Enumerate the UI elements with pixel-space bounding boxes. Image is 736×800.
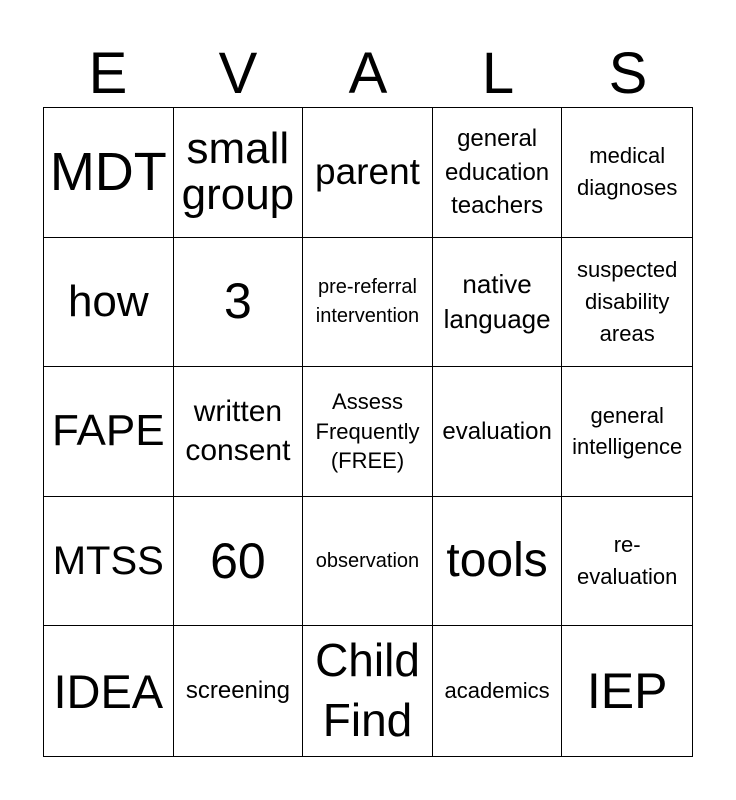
bingo-cell-r3c5[interactable] xyxy=(562,367,692,497)
bingo-cell-r2c5[interactable] xyxy=(562,238,692,368)
bingo-cell-r4c1[interactable] xyxy=(44,497,174,627)
cell-label: how xyxy=(67,276,149,326)
cell-label: FAPE xyxy=(52,406,165,456)
bingo-cell-r1c1[interactable] xyxy=(44,108,174,238)
bingo-cell-r2c4[interactable] xyxy=(433,238,563,368)
cell-label: suspected disability areas xyxy=(577,257,678,346)
bingo-cell-r1c3[interactable] xyxy=(303,108,433,238)
cell-label: 3 xyxy=(223,273,252,330)
cell-label: evaluation xyxy=(442,417,552,445)
bingo-cell-r1c4[interactable] xyxy=(433,108,563,238)
header-letter-l: L xyxy=(481,41,515,106)
cell-label: Child Find xyxy=(315,634,420,747)
bingo-cell-r1c2[interactable] xyxy=(174,108,304,238)
bingo-cell-r4c2[interactable] xyxy=(174,497,304,627)
cell-label: tools xyxy=(446,533,548,587)
cell-label: small group xyxy=(181,124,295,220)
header-letter-e: E xyxy=(88,41,128,106)
cell-label: academics xyxy=(444,678,550,704)
cell-label: observation xyxy=(315,549,420,572)
cell-label: screening xyxy=(185,677,290,705)
bingo-cell-r1c5[interactable] xyxy=(562,108,692,238)
cell-label: written consent xyxy=(185,395,291,468)
bingo-cell-r5c5[interactable] xyxy=(562,626,692,756)
bingo-cell-r5c2[interactable] xyxy=(174,626,304,756)
cell-label: 60 xyxy=(210,532,266,589)
header-letter-a: A xyxy=(348,41,388,106)
cell-label: pre-referral intervention xyxy=(315,275,420,327)
bingo-cell-r3c2[interactable] xyxy=(174,367,304,497)
bingo-cell-r2c2[interactable] xyxy=(174,238,304,368)
cell-label: IEP xyxy=(586,662,668,719)
bingo-cell-r3c4[interactable] xyxy=(433,367,563,497)
cell-label: general intelligence xyxy=(572,402,683,460)
bingo-board xyxy=(43,107,693,757)
bingo-cell-r4c5[interactable] xyxy=(562,497,692,627)
bingo-cell-r3c3[interactable] xyxy=(303,367,433,497)
cell-label: general education teachers xyxy=(445,124,550,220)
bingo-cell-r5c1[interactable] xyxy=(44,626,174,756)
cell-label: MDT xyxy=(49,142,167,203)
cell-label: medical diagnoses xyxy=(577,143,678,201)
bingo-cell-r2c1[interactable] xyxy=(44,238,174,368)
bingo-cell-r2c3[interactable] xyxy=(303,238,433,368)
cell-label: Assess Frequently (FREE) xyxy=(315,388,420,474)
cell-label: MTSS xyxy=(52,539,164,584)
bingo-cell-r4c3[interactable] xyxy=(303,497,433,627)
cell-label: IDEA xyxy=(53,664,164,718)
bingo-cell-r4c4[interactable] xyxy=(433,497,563,627)
bingo-cell-r3c1[interactable] xyxy=(44,367,174,497)
cell-label: native language xyxy=(443,268,551,334)
bingo-cell-r5c3[interactable] xyxy=(303,626,433,756)
cell-label: re- evaluation xyxy=(577,532,678,590)
bingo-header xyxy=(43,40,693,108)
bingo-cell-r5c4[interactable] xyxy=(433,626,563,756)
cell-label: parent xyxy=(315,151,420,193)
header-letter-v: V xyxy=(218,41,258,106)
header-letter-s: S xyxy=(608,41,648,106)
